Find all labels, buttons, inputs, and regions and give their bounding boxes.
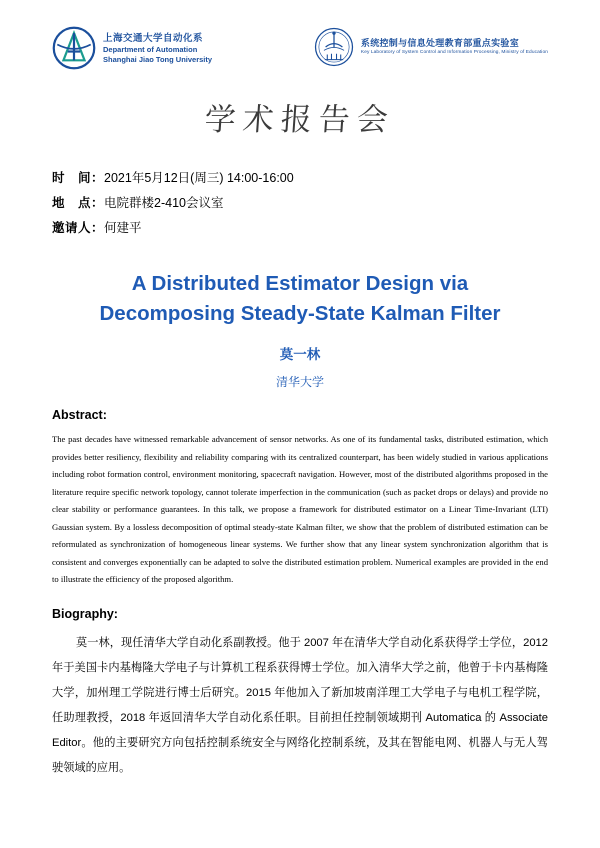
talk-title — [52, 269, 548, 329]
meta-row-place — [52, 191, 548, 216]
meta-value-time: 2021年5月12日(周三) 14:00-16:00 — [104, 171, 294, 185]
talk-title-line-2: Decomposing Steady-State Kalman Filter — [99, 302, 501, 325]
speaker-affiliation: 清华大学 — [275, 375, 324, 389]
abstract-heading: Abstract: — [52, 408, 107, 422]
lab-logo-block — [313, 26, 548, 68]
biography-heading: Biography: — [52, 606, 118, 621]
meta-row-time — [52, 166, 548, 191]
lab-emblem-icon — [313, 26, 355, 68]
meta-value-host: 何建平 — [104, 221, 142, 235]
meta-label-place: 地 点： — [52, 196, 105, 210]
sjtu-logo-block — [52, 26, 212, 70]
meta-label-host: 邀请人： — [52, 221, 105, 235]
sjtu-emblem-icon — [52, 26, 96, 70]
biography-text: 莫一林，现任清华大学自动化系副教授。他于 2007 年在清华大学自动化系获得学士学位，2012 年于美国卡内基梅隆大学电子与计算机工程系获得博士学位。加入清华大学之前，他曾于卡内基梅隆大学，加州理工学院进行博士后研究。2015 年他加入了新加坡南洋理工大学电子与电机工程学院，任助理教授，2018 年返回清华大学自动化系任职。目前担任控制领域期刊 Automatica 的 Associate Editor。他的主要研究方向包括控制系统安全与网络化控制系统，及其在智能电网、机器人与无人驾驶领域的应用。 — [52, 636, 548, 774]
sjtu-name-en-1: Department of Automation — [103, 44, 198, 54]
lab-name-cn: 系统控制与信息处理教育部重点实验室 — [360, 38, 519, 48]
meta-value-place: 电院群楼2-410会议室 — [104, 196, 224, 210]
abstract-text: The past decades have witnessed remarkable advancement of sensor networks. As one of its fundamental tasks, distributed estimation, which provides better resiliency, flexibility and reliability comparing with its centralized counterpart, has been widely studied in various applications including robot formation control, environment monitoring, spacecraft navigation. However, most of the distributed algorithms proposed in the literature require specific network topology, cannot tolerate imperfection in the communication (such as packet drops or delays) and provide no clear stability or performance guarantees. In this talk, we propose a framework for distributed estimator on a Linear Time-Invariant (LTI) Gaussian system. By a lossless decomposition of optimal steady-state Kalman filter, we show that the problem of distributed estimation can be reformulated as synchronization of homogeneous linear systems. We further show that any linear system synchronization algorithm that is consistent and converges exponentially can be adapted to solve the distributed estimation problem. Numerical examples are provided in the end to illustrate the efficiency of the proposed algorithm. — [52, 434, 548, 584]
lab-text-block — [361, 37, 548, 57]
poster-header — [52, 26, 548, 78]
talk-title-line-1: A Distributed Estimator Design via — [131, 272, 469, 295]
sjtu-name-en-2: Shanghai Jiao Tong University — [103, 54, 213, 64]
banner — [52, 94, 548, 142]
event-meta — [52, 166, 548, 241]
meta-row-host — [52, 216, 548, 241]
sjtu-name-cn: 上海交通大学自动化系 — [103, 32, 204, 44]
banner-title: 学术报告会 — [203, 102, 397, 138]
sjtu-text-block — [103, 32, 212, 65]
meta-label-time: 时 间： — [52, 171, 105, 185]
speaker-name: 莫一林 — [279, 347, 321, 362]
lab-name-en: Key Laboratory of System Control and Information Processing, Ministry of Education — [360, 50, 548, 55]
